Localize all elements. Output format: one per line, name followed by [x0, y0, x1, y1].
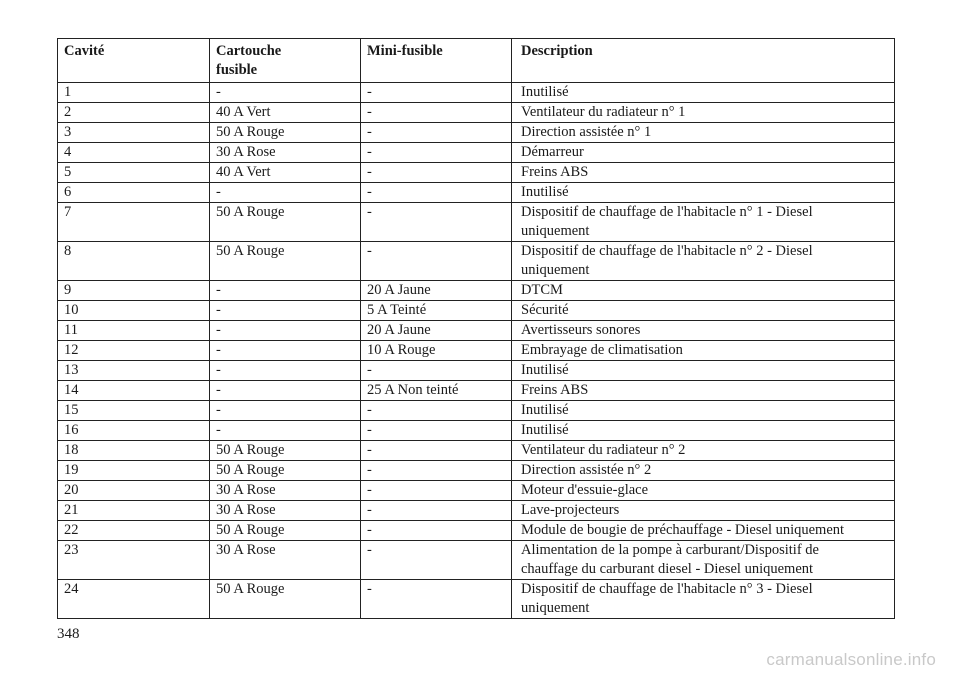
cell-cartridge-fuse: 30 A Rose [210, 143, 361, 163]
cell-cavity: 21 [58, 501, 210, 521]
cell-cavity: 5 [58, 163, 210, 183]
cell-description [512, 421, 895, 441]
cell-mini-fuse: - [361, 421, 512, 441]
table-row [58, 401, 895, 421]
table-row [58, 580, 895, 619]
description-line-continued: uniquement [521, 262, 590, 278]
cell-mini-fuse: - [361, 580, 512, 619]
cell-mini-fuse: - [361, 521, 512, 541]
cell-cavity: 6 [58, 183, 210, 203]
cell-cartridge-fuse: 30 A Rose [210, 501, 361, 521]
cell-mini-fuse: - [361, 183, 512, 203]
cell-cartridge-fuse: 50 A Rouge [210, 441, 361, 461]
description-line: Freins ABS [521, 164, 589, 180]
description-line: Avertisseurs sonores [521, 322, 641, 338]
header-mini-fuse: Mini-fusible [361, 39, 512, 83]
table-row [58, 301, 895, 321]
description-line: Dispositif de chauffage de l'habitacle n° 3 - Diesel [521, 581, 813, 597]
cell-cartridge-fuse: - [210, 183, 361, 203]
cell-cavity: 3 [58, 123, 210, 143]
description-line-continued: chauffage du carburant diesel - Diesel uniquement [521, 561, 814, 577]
table-row [58, 103, 895, 123]
description-line: Inutilisé [521, 362, 569, 378]
cell-mini-fuse: - [361, 242, 512, 281]
table-row [58, 321, 895, 341]
cell-description [512, 521, 895, 541]
cell-cartridge-fuse: 30 A Rose [210, 481, 361, 501]
cell-description [512, 143, 895, 163]
description-line: Sécurité [521, 302, 569, 318]
cell-cavity: 12 [58, 341, 210, 361]
cell-description [512, 401, 895, 421]
cell-cartridge-fuse: - [210, 381, 361, 401]
table-row [58, 461, 895, 481]
cell-description [512, 242, 895, 281]
table-row [58, 521, 895, 541]
cell-cavity: 8 [58, 242, 210, 281]
description-line: Inutilisé [521, 184, 569, 200]
cell-cartridge-fuse: - [210, 341, 361, 361]
watermark: carmanualsonline.info [766, 650, 936, 669]
cell-mini-fuse: 20 A Jaune [361, 281, 512, 301]
cell-mini-fuse: 5 A Teinté [361, 301, 512, 321]
cell-mini-fuse: - [361, 481, 512, 501]
cell-mini-fuse: - [361, 203, 512, 242]
cell-cavity: 15 [58, 401, 210, 421]
cell-description [512, 203, 895, 242]
cell-cavity: 14 [58, 381, 210, 401]
cell-mini-fuse: 25 A Non teinté [361, 381, 512, 401]
cell-cavity: 4 [58, 143, 210, 163]
cell-mini-fuse: - [361, 163, 512, 183]
cell-mini-fuse: - [361, 441, 512, 461]
cell-cavity: 19 [58, 461, 210, 481]
cell-description [512, 281, 895, 301]
cell-cartridge-fuse: - [210, 401, 361, 421]
cell-cartridge-fuse: 30 A Rose [210, 541, 361, 580]
cell-cavity: 18 [58, 441, 210, 461]
table-row [58, 421, 895, 441]
header-cartridge-fuse [210, 39, 361, 83]
cell-cavity: 1 [58, 83, 210, 103]
description-line: Lave-projecteurs [521, 502, 620, 518]
cell-cavity: 9 [58, 281, 210, 301]
cell-cartridge-fuse: - [210, 321, 361, 341]
cell-cavity: 11 [58, 321, 210, 341]
page-number: 348 [57, 626, 80, 642]
cell-cartridge-fuse: - [210, 421, 361, 441]
cell-cartridge-fuse: 50 A Rouge [210, 580, 361, 619]
cell-description [512, 301, 895, 321]
cell-description [512, 183, 895, 203]
cell-description [512, 361, 895, 381]
header-description: Description [512, 39, 895, 83]
cell-description [512, 83, 895, 103]
header-cartridge-line1: Cartouche [216, 43, 282, 59]
cell-description [512, 123, 895, 143]
cell-description [512, 541, 895, 580]
cell-mini-fuse: - [361, 361, 512, 381]
description-line: Alimentation de la pompe à carburant/Dispositif de [521, 542, 819, 558]
table-row [58, 83, 895, 103]
cell-description [512, 103, 895, 123]
cell-description [512, 381, 895, 401]
cell-mini-fuse: 20 A Jaune [361, 321, 512, 341]
cell-mini-fuse: - [361, 83, 512, 103]
cell-mini-fuse: - [361, 401, 512, 421]
table-row [58, 381, 895, 401]
cell-cavity: 22 [58, 521, 210, 541]
description-line: Inutilisé [521, 84, 569, 100]
table-row [58, 361, 895, 381]
description-line: Ventilateur du radiateur n° 2 [521, 442, 686, 458]
header-cartridge-line2: fusible [216, 62, 258, 78]
description-line: Inutilisé [521, 422, 569, 438]
description-line: Dispositif de chauffage de l'habitacle n° 1 - Diesel [521, 204, 813, 220]
cell-mini-fuse: - [361, 461, 512, 481]
cell-description [512, 481, 895, 501]
description-line: Inutilisé [521, 402, 569, 418]
cell-mini-fuse: - [361, 143, 512, 163]
table-row [58, 541, 895, 580]
table-row [58, 123, 895, 143]
cell-cartridge-fuse: 50 A Rouge [210, 521, 361, 541]
cell-cavity: 20 [58, 481, 210, 501]
table-row [58, 501, 895, 521]
table-row [58, 242, 895, 281]
description-line: Embrayage de climatisation [521, 342, 683, 358]
table-row [58, 163, 895, 183]
header-cavity: Cavité [58, 39, 210, 83]
cell-description [512, 341, 895, 361]
description-line: Démarreur [521, 144, 584, 160]
table-row [58, 481, 895, 501]
table-row [58, 281, 895, 301]
cell-cavity: 10 [58, 301, 210, 321]
description-line-continued: uniquement [521, 600, 590, 616]
description-line-continued: uniquement [521, 223, 590, 239]
cell-cartridge-fuse: 50 A Rouge [210, 203, 361, 242]
cell-description [512, 163, 895, 183]
cell-description [512, 580, 895, 619]
cell-mini-fuse: - [361, 103, 512, 123]
cell-cartridge-fuse: - [210, 361, 361, 381]
cell-cartridge-fuse: 50 A Rouge [210, 242, 361, 281]
cell-mini-fuse: - [361, 501, 512, 521]
table-row [58, 341, 895, 361]
description-line: Module de bougie de préchauffage - Diesel uniquement [521, 522, 845, 538]
description-line: Dispositif de chauffage de l'habitacle n° 2 - Diesel [521, 243, 813, 259]
cell-cartridge-fuse: 50 A Rouge [210, 123, 361, 143]
description-line: DTCM [521, 282, 563, 298]
cell-mini-fuse: 10 A Rouge [361, 341, 512, 361]
table-row [58, 203, 895, 242]
table-header-row [58, 39, 895, 83]
description-line: Direction assistée n° 2 [521, 462, 652, 478]
cell-cartridge-fuse: 40 A Vert [210, 103, 361, 123]
fuse-table-body [58, 83, 895, 619]
cell-description [512, 461, 895, 481]
table-row [58, 183, 895, 203]
description-line: Ventilateur du radiateur n° 1 [521, 104, 686, 120]
cell-cavity: 2 [58, 103, 210, 123]
cell-cavity: 7 [58, 203, 210, 242]
cell-cartridge-fuse: - [210, 83, 361, 103]
cell-cartridge-fuse: 40 A Vert [210, 163, 361, 183]
fuse-table [57, 38, 895, 619]
cell-description [512, 321, 895, 341]
description-line: Freins ABS [521, 382, 589, 398]
description-line: Direction assistée n° 1 [521, 124, 652, 140]
cell-description [512, 501, 895, 521]
cell-cavity: 23 [58, 541, 210, 580]
cell-cavity: 16 [58, 421, 210, 441]
table-row [58, 143, 895, 163]
cell-cartridge-fuse: - [210, 301, 361, 321]
cell-description [512, 441, 895, 461]
cell-cavity: 13 [58, 361, 210, 381]
cell-cartridge-fuse: 50 A Rouge [210, 461, 361, 481]
description-line: Moteur d'essuie-glace [521, 482, 649, 498]
cell-mini-fuse: - [361, 123, 512, 143]
cell-mini-fuse: - [361, 541, 512, 580]
cell-cartridge-fuse: - [210, 281, 361, 301]
table-row [58, 441, 895, 461]
cell-cavity: 24 [58, 580, 210, 619]
